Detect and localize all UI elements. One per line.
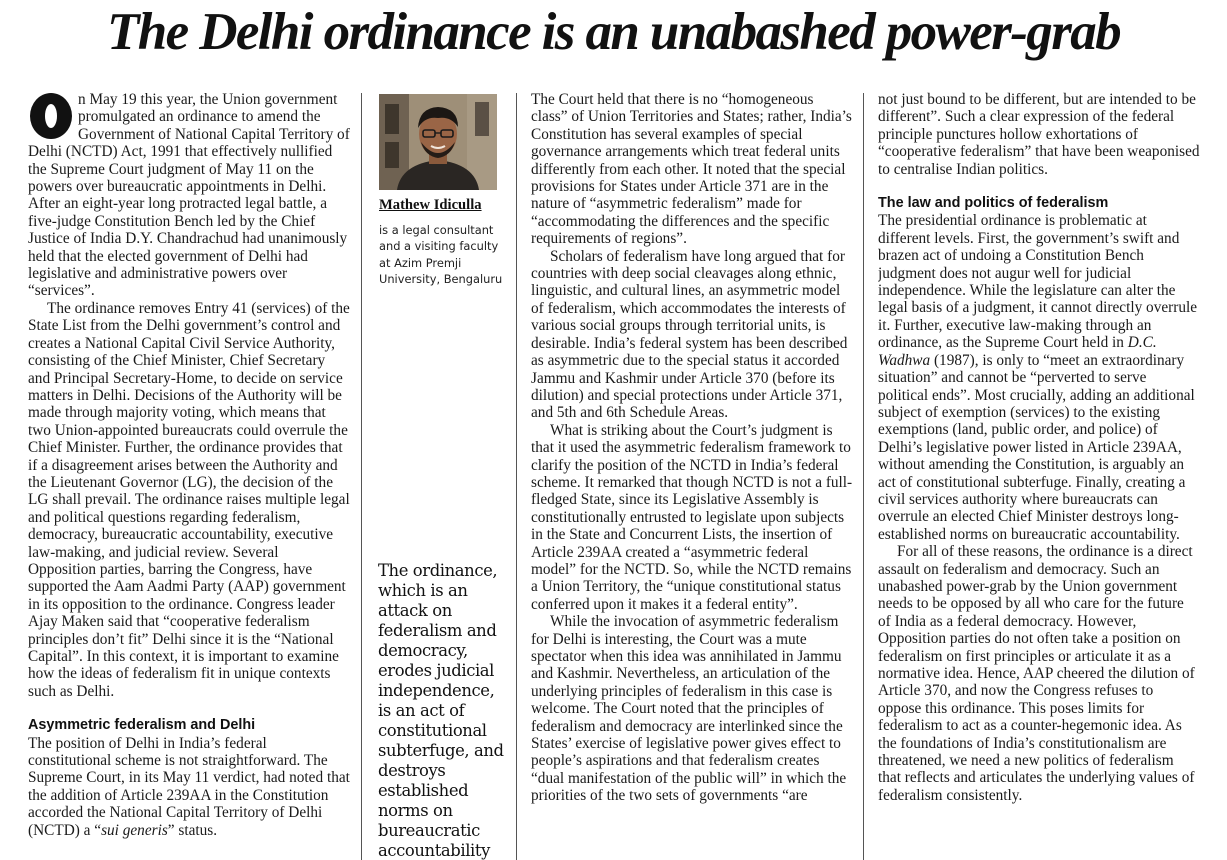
author-photo	[379, 94, 497, 190]
paragraph: The ordinance removes Entry 41 (services) of the State List from the Delhi government’s control and creates a National Capital Civil Service Authority, consisting of the Chief Minister, Chief Secretary and Principal Secretary-Home, to decide on service matters in Delhi. Decisions of the Authority will be made through majority voting, which means that two Union-appointed bureaucrats could overrule the Chief Minister. Further, the ordinance provides that if a disagreement arises between the Authority and the Lieutenant Governor (LG), the decision of the LG shall prevail. The ordinance raises multiple legal and political questions regarding federalism, democracy, bureaucratic accountability, executive law-making, and judicial review. Several Opposition parties, barring the Congress, have supported the Aam Aadmi Party (AAP) government in its opposition to the ordinance. Congress leader Ajay Maken said that “cooperative federalism principles don’t fit” Delhi since it is the “National Capital”. In this context, it is important to examine how the ideas of federalism fit in unique contexts such as Delhi.	[28, 299, 350, 700]
column-rule	[361, 93, 362, 860]
text-span: The position of Delhi in India’s federal constitutional scheme is not straightforward. The Supreme Court, in its May 11 verdict, had noted that the addition of Article 239AA in the Constitution accorded the National Capital Territory of Delhi (NCTD) a “	[28, 734, 350, 839]
author-portrait-image	[379, 94, 497, 190]
paragraph: not just bound to be different, but are intended to be different”. Such a clear expression of the federal principle punctures hollow exhortations of “cooperative federalism” that have been weaponised to centralise Indian politics.	[878, 91, 1200, 178]
paragraph: While the invocation of asymmetric federalism for Delhi is interesting, the Court was a mute spectator when this idea was annihilated in Jammu and Kashmir. Nevertheless, an articulation of the underlying principles of federalism in this case is welcome. The Court noted that the principles of federalism and democracy are interlinked since the States’ exercise of legislative power gives effect to people’s aspirations and that federalism creates “dual manifestation of the public will” in which the priorities of the two sets of governments “are	[531, 613, 847, 805]
column-1	[28, 91, 350, 860]
paragraph: Scholars of federalism have long argued that for countries with deep social cleavages along ethnic, linguistic, and cultural lines, an asymmetric model of federalism, which accommodates the interests of various social groups through territorial units, is desirable. India’s federal system has been described as asymmetric due to the special status it accorded Jammu and Kashmir under Article 370 (before its dilution) and special protections under Article 371, and 5th and 6th Schedule Areas.	[531, 247, 848, 422]
headline: The Delhi ordinance is an unabashed power-grab	[106, 3, 1121, 61]
text-span: (1987), is only to “meet an extraordinary situation” and cannot be “perverted to serve political ends”. Most crucially, adding an additional subject of exemption (services) to the existing exemptions (land, public order, and police) of Delhi’s legislative power listed in Article 239AA, without amending the Constitution, is arguably an act of constitutional subterfuge. Finally, creating a civil services authority where bureaucrats can overrule an elected Chief Minister destroys long-established norms on bureaucratic accountability.	[878, 351, 1195, 543]
section-heading: Asymmetric federalism and Delhi	[28, 717, 256, 734]
paragraph	[28, 735, 350, 839]
paragraph	[878, 212, 1200, 543]
paragraph: The Court held that there is no “homogeneous class” of Union Territories and States; rather, India’s Constitution has several examples of special governance arrangements which treat federal units differently from each other. It noted that the special provisions for States under Article 371 are in the nature of “asymmetric federalism” made for “accommodating the differences and the specific requirements of regions”.	[531, 91, 852, 248]
column-rule	[863, 93, 864, 860]
column-3	[531, 91, 853, 860]
paragraph: n May 19 this year, the Union government promulgated an ordinance to amend the Government of National Capital Territory of Delhi (NCTD) Act, 1991 that effectively nullified the Supreme Court judgment of May 11 on the powers over bureaucratic appointments in Delhi. After an eight-year long protracted legal battle, a five-judge Constitution Bench led by the Chief Justice of India D.Y. Chandrachud had unanimously held that the elected government of Delhi had legislative and administrative powers over “services”.	[28, 91, 350, 300]
text-span: ” status.	[167, 821, 218, 839]
column-4	[878, 91, 1200, 860]
author-bio: is a legal consultant and a visiting faculty at Azim Premji University, Bengaluru	[379, 223, 503, 286]
paragraph: What is striking about the Court’s judgment is that it used the asymmetric federalism framework to clarify the position of the NCTD in India’s federal scheme. It remarked that though NCTD is not a full-fledged State, since its Legislative Assembly is constitutionally entrusted to legislate upon subjects in the State and Concurrent Lists, the insertion of Article 239AA created a “asymmetric federal model” for the NCTD. So, while the NCTD remains a Union Territory, the “unique constitutional status conferred upon it makes it a federal entity”.	[531, 421, 853, 613]
section-heading: The law and politics of federalism	[878, 195, 1109, 212]
paragraph: For all of these reasons, the ordinance is a direct assault on federalism and democracy. Such an unabashed power-grab by the Union government needs to be opposed by all who care for the future of India as a federal democracy. However, Opposition parties do not often take a position on federalism on first principles or articulate it as a normative idea. Hence, AAP cheered the dilution of Article 370, and now the Congress refuses to oppose this ordinance. This poses limits for federalism to act as a counter-hegemonic idea. As the foundations of India’s constitutionalism are threatened, we need a new politics of federalism that reflects and articulates the underlying values of federalism consistently.	[878, 543, 1195, 804]
italic-case-name: D.C. Wadhwa	[878, 334, 1157, 369]
drop-cap-letter-o	[30, 93, 72, 139]
text-span: The presidential ordinance is problematic at different levels. First, the government’s swift and brazen act of undoing a Constitution Bench judgment does not augur well for judicial independence. While the legislature can alter the legal basis of a judgment, it cannot directly overrule it. Further, executive law-making through an ordinance, as the Supreme Court held in	[878, 212, 1198, 352]
italic-term: sui generis	[101, 821, 168, 839]
column-rule	[516, 93, 517, 860]
pull-quote: The ordinance, which is an attack on federalism and democracy, erodes judicial independence, is an act of constitutional subterfuge, and destroys established norms on bureaucratic accountability	[378, 561, 504, 860]
author-name: Mathew Idiculla	[379, 197, 482, 213]
drop-cap	[28, 93, 74, 139]
